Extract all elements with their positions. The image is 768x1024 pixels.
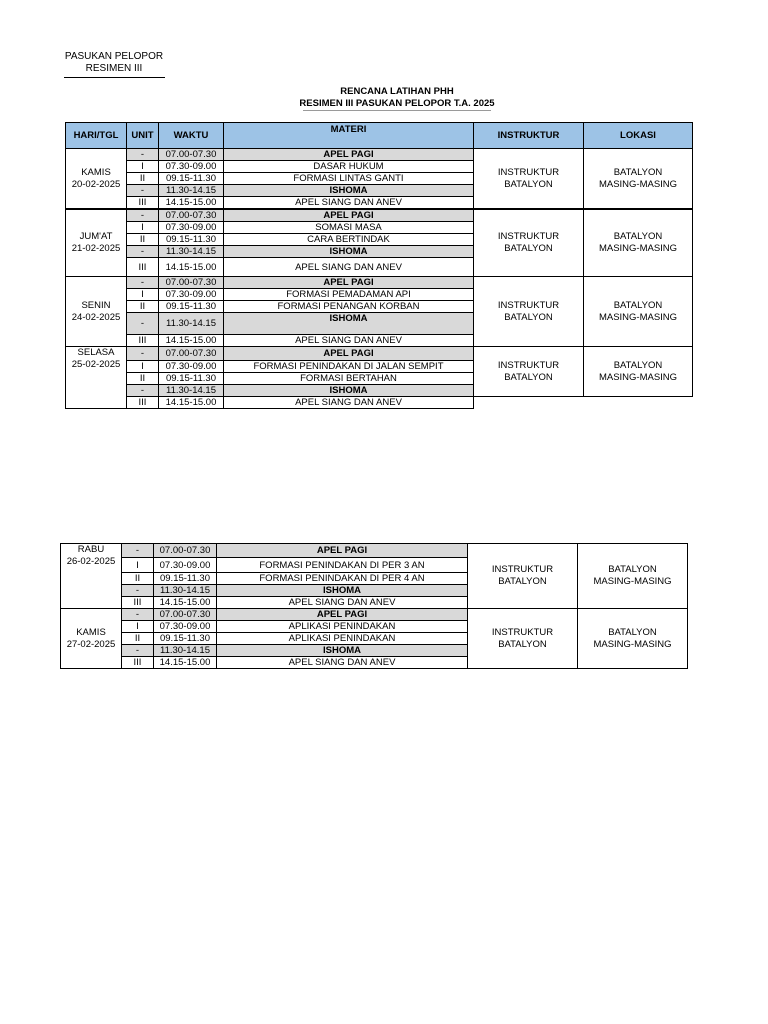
document-title <box>297 86 497 110</box>
empty-cell <box>474 397 584 409</box>
empty-cell <box>584 397 693 409</box>
material-cell: APEL PAGI <box>224 347 474 361</box>
location-cell <box>584 277 693 347</box>
table-row <box>61 544 688 558</box>
title-line-1: RENCANA LATIHAN PHH <box>340 86 454 97</box>
unit-cell: I <box>127 222 159 234</box>
location-line-1: BATALYON <box>608 626 657 638</box>
unit-cell: I <box>122 621 154 633</box>
time-cell: 07.00-07.30 <box>159 149 224 161</box>
unit-cell: II <box>127 373 159 385</box>
material-cell: ISHOMA <box>217 645 468 657</box>
unit-cell: - <box>122 645 154 657</box>
material-cell: CARA BERTINDAK <box>224 234 474 246</box>
location-cell <box>578 609 688 669</box>
material-cell: FORMASI PENANGAN KORBAN <box>224 301 474 313</box>
instructor-line-2: BATALYON <box>498 576 547 587</box>
material-cell: APLIKASI PENINDAKAN <box>217 633 468 645</box>
location-line-2: MASING-MASING <box>593 638 672 650</box>
material-cell: APEL PAGI <box>224 277 474 289</box>
unit-cell: II <box>122 633 154 645</box>
day-cell <box>66 149 127 210</box>
material-cell: ISHOMA <box>217 585 468 597</box>
material-cell: ISHOMA <box>224 185 474 197</box>
unit-cell: III <box>122 657 154 669</box>
material-cell: APEL SIANG DAN ANEV <box>224 258 474 277</box>
time-cell: 07.00-07.30 <box>154 544 217 558</box>
schedule-table-1 <box>65 122 693 409</box>
day-date: 26-02-2025 <box>66 556 116 567</box>
unit-cell: - <box>122 585 154 597</box>
unit-cell: III <box>127 197 159 210</box>
material-cell: FORMASI PENINDAKAN DI PER 4 AN <box>217 573 468 585</box>
unit-cell: I <box>122 558 154 573</box>
instructor-line-1: INSTRUKTUR <box>497 359 560 371</box>
material-cell: ISHOMA <box>224 246 474 258</box>
time-cell: 14.15-15.00 <box>159 197 224 210</box>
material-cell: APEL PAGI <box>224 149 474 161</box>
time-cell: 11.30-14.15 <box>154 645 217 657</box>
title-underline <box>303 110 491 111</box>
time-cell: 07.30-09.00 <box>159 222 224 234</box>
instructor-cell <box>474 347 584 397</box>
material-cell: APEL PAGI <box>217 544 468 558</box>
time-cell: 11.30-14.15 <box>154 585 217 597</box>
day-name: RABU <box>77 544 105 555</box>
day-cell <box>66 347 127 409</box>
day-date: 25-02-2025 <box>71 359 121 370</box>
table-row <box>66 149 693 161</box>
day-cell <box>61 544 122 609</box>
col-header-time: WAKTU <box>159 123 224 149</box>
time-cell: 07.00-07.30 <box>159 347 224 361</box>
time-cell: 07.30-09.00 <box>159 361 224 373</box>
instructor-line-2: BATALYON <box>504 371 553 383</box>
day-name: KAMIS <box>81 166 111 178</box>
org-line-1: PASUKAN PELOPOR <box>64 51 164 62</box>
unit-cell: - <box>127 209 159 222</box>
time-cell: 14.15-15.00 <box>159 258 224 277</box>
time-cell: 07.30-09.00 <box>154 558 217 573</box>
org-line-2: RESIMEN III <box>85 63 143 74</box>
material-cell: DASAR HUKUM <box>224 161 474 173</box>
location-cell <box>584 149 693 210</box>
unit-cell: - <box>122 609 154 621</box>
location-line-1: BATALYON <box>613 166 663 178</box>
schedule-table-2 <box>60 543 688 669</box>
day-cell <box>61 609 122 669</box>
location-line-2: MASING-MASING <box>598 371 678 383</box>
day-name: JUM'AT <box>79 231 113 242</box>
instructor-line-1: INSTRUKTUR <box>491 626 554 638</box>
instructor-line-1: INSTRUKTUR <box>491 564 554 575</box>
time-cell: 09.15-11.30 <box>159 373 224 385</box>
location-line-2: MASING-MASING <box>593 576 672 587</box>
location-line-1: BATALYON <box>613 231 663 242</box>
day-cell <box>66 209 127 277</box>
material-cell: FORMASI PENINDAKAN DI PER 3 AN <box>217 558 468 573</box>
instructor-cell <box>474 277 584 347</box>
col-header-instructor: INSTRUKTUR <box>474 123 584 149</box>
time-cell: 14.15-15.00 <box>154 597 217 609</box>
title-line-2: RESIMEN III PASUKAN PELOPOR T.A. 2025 <box>299 98 495 109</box>
time-cell: 11.30-14.15 <box>159 385 224 397</box>
col-header-day: HARI/TGL <box>66 123 127 149</box>
material-cell: APEL SIANG DAN ANEV <box>224 397 474 409</box>
instructor-line-2: BATALYON <box>504 243 553 254</box>
location-line-2: MASING-MASING <box>598 178 678 190</box>
unit-cell: II <box>127 173 159 185</box>
day-name: SENIN <box>81 299 111 311</box>
day-date: 21-02-2025 <box>71 243 121 254</box>
table-row <box>66 277 693 289</box>
time-cell: 14.15-15.00 <box>154 657 217 669</box>
unit-cell: - <box>127 347 159 361</box>
unit-cell: II <box>122 573 154 585</box>
org-header <box>64 51 164 75</box>
time-cell: 09.15-11.30 <box>159 234 224 246</box>
day-date: 27-02-2025 <box>66 638 116 650</box>
instructor-cell <box>468 609 578 669</box>
material-cell: ISHOMA <box>224 313 474 335</box>
unit-cell: - <box>127 277 159 289</box>
time-cell: 07.00-07.30 <box>159 277 224 289</box>
time-cell: 09.15-11.30 <box>154 633 217 645</box>
instructor-line-1: INSTRUKTUR <box>497 231 560 242</box>
location-cell <box>578 544 688 609</box>
location-line-1: BATALYON <box>613 359 663 371</box>
unit-cell: - <box>127 385 159 397</box>
instructor-line-2: BATALYON <box>498 638 547 650</box>
instructor-line-2: BATALYON <box>504 178 553 190</box>
instructor-line-1: INSTRUKTUR <box>497 299 560 311</box>
material-cell: FORMASI LINTAS GANTI <box>224 173 474 185</box>
unit-cell: I <box>127 361 159 373</box>
col-header-location: LOKASI <box>584 123 693 149</box>
material-cell: SOMASI MASA <box>224 222 474 234</box>
col-header-material: MATERI <box>224 123 474 149</box>
material-cell: APLIKASI PENINDAKAN <box>217 621 468 633</box>
unit-cell: II <box>127 234 159 246</box>
instructor-cell <box>474 149 584 210</box>
day-cell <box>66 277 127 347</box>
day-name: SELASA <box>77 347 115 358</box>
material-cell: APEL SIANG DAN ANEV <box>217 657 468 669</box>
header-row <box>66 123 693 149</box>
location-cell <box>584 347 693 397</box>
time-cell: 11.30-14.15 <box>159 185 224 197</box>
unit-cell: - <box>127 313 159 335</box>
time-cell: 14.15-15.00 <box>159 335 224 347</box>
unit-cell: I <box>127 161 159 173</box>
time-cell: 14.15-15.00 <box>159 397 224 409</box>
material-cell: APEL SIANG DAN ANEV <box>217 597 468 609</box>
table-row <box>66 209 693 222</box>
day-name: KAMIS <box>76 626 106 638</box>
material-cell: APEL PAGI <box>224 209 474 222</box>
time-cell: 11.30-14.15 <box>159 313 224 335</box>
time-cell: 07.00-07.30 <box>154 609 217 621</box>
time-cell: 07.00-07.30 <box>159 209 224 222</box>
table-row <box>66 347 693 361</box>
time-cell: 11.30-14.15 <box>159 246 224 258</box>
unit-cell: III <box>127 258 159 277</box>
material-cell: APEL SIANG DAN ANEV <box>224 335 474 347</box>
unit-cell: - <box>127 149 159 161</box>
material-cell: ISHOMA <box>224 385 474 397</box>
table-row <box>61 609 688 621</box>
col-header-unit: UNIT <box>127 123 159 149</box>
material-cell: APEL PAGI <box>217 609 468 621</box>
unit-cell: III <box>127 397 159 409</box>
instructor-cell <box>474 209 584 277</box>
instructor-cell <box>468 544 578 609</box>
unit-cell: - <box>127 246 159 258</box>
material-cell: FORMASI PENINDAKAN DI JALAN SEMPIT <box>224 361 474 373</box>
unit-cell: II <box>127 301 159 313</box>
org-underline <box>64 77 165 78</box>
material-cell: FORMASI PEMADAMAN API <box>224 289 474 301</box>
unit-cell: - <box>127 185 159 197</box>
time-cell: 09.15-11.30 <box>159 301 224 313</box>
time-cell: 09.15-11.30 <box>154 573 217 585</box>
location-line-1: BATALYON <box>613 299 663 311</box>
unit-cell: III <box>122 597 154 609</box>
location-line-2: MASING-MASING <box>598 243 678 254</box>
day-date: 24-02-2025 <box>71 311 121 323</box>
location-line-1: BATALYON <box>608 564 657 575</box>
material-cell: FORMASI BERTAHAN <box>224 373 474 385</box>
unit-cell: I <box>127 289 159 301</box>
time-cell: 09.15-11.30 <box>159 173 224 185</box>
location-cell <box>584 209 693 277</box>
instructor-line-1: INSTRUKTUR <box>497 166 560 178</box>
instructor-line-2: BATALYON <box>504 311 553 323</box>
time-cell: 07.30-09.00 <box>154 621 217 633</box>
day-date: 20-02-2025 <box>71 178 121 190</box>
table-row <box>66 397 693 409</box>
unit-cell: - <box>122 544 154 558</box>
time-cell: 07.30-09.00 <box>159 289 224 301</box>
unit-cell: III <box>127 335 159 347</box>
material-cell: APEL SIANG DAN ANEV <box>224 197 474 210</box>
time-cell: 07.30-09.00 <box>159 161 224 173</box>
location-line-2: MASING-MASING <box>598 311 678 323</box>
